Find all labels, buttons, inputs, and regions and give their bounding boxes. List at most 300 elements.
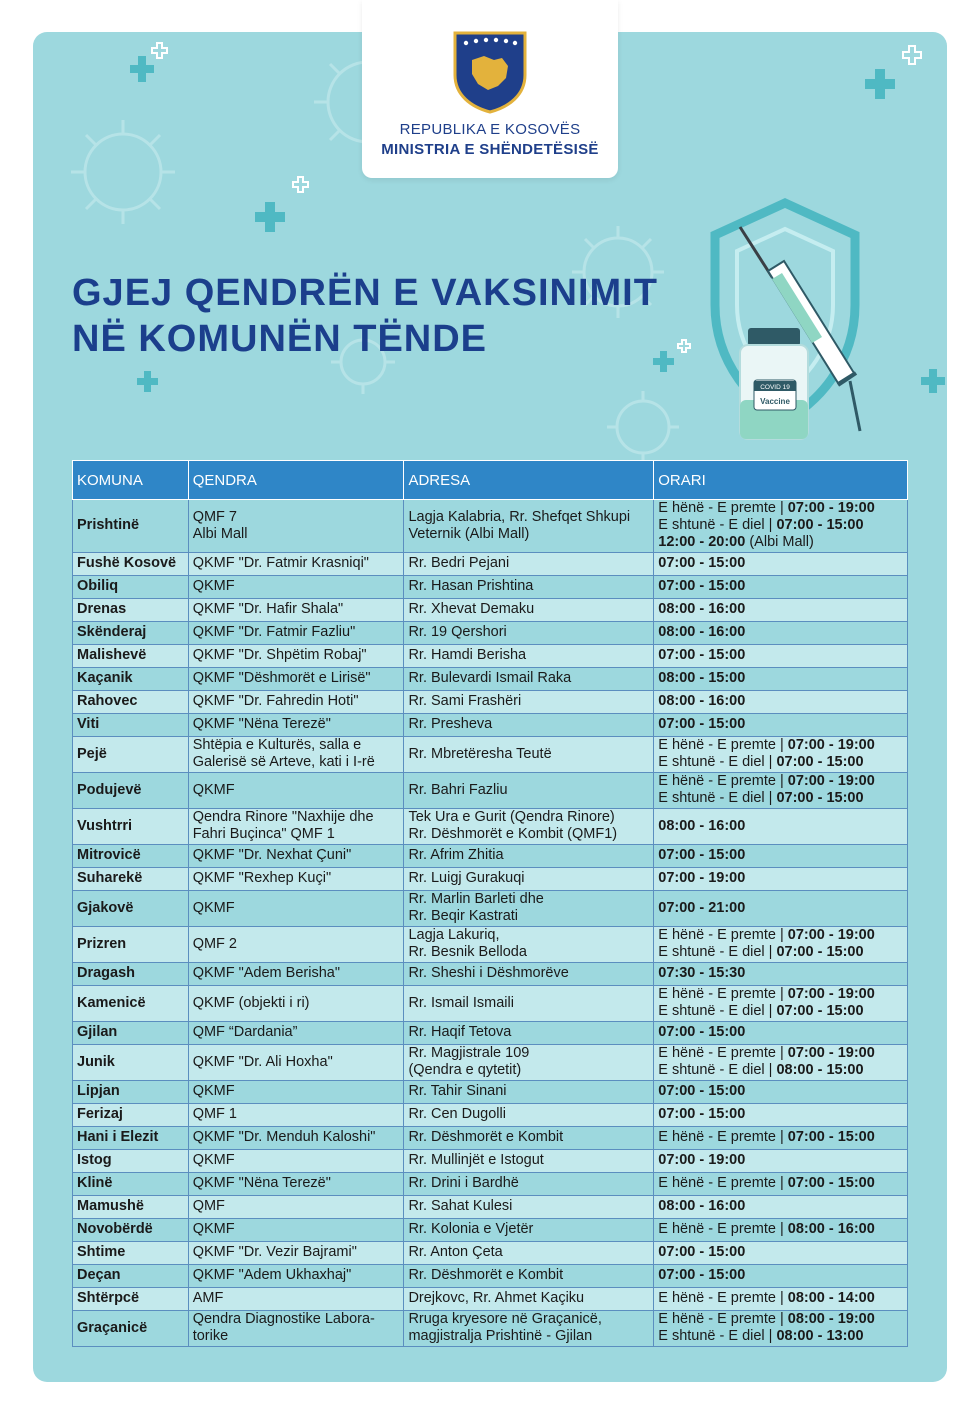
orari-line	[658, 900, 903, 917]
table-row	[73, 1080, 908, 1103]
orari-days: E shtunë - E diel |	[658, 754, 777, 771]
qendra-line: Qendra Diagnostike Labora-	[192, 1310, 375, 1327]
adresa-line: Rr. Magjistrale 109	[408, 1044, 530, 1061]
orari-hours: 12:00 - 20:00	[658, 534, 746, 551]
orari-line	[658, 1198, 903, 1215]
cell-qendra	[188, 926, 404, 962]
orari-line	[658, 847, 903, 864]
orari-days: E hënë - E premte |	[658, 500, 788, 516]
adresa-line: Lagja Lakuriq,	[408, 926, 500, 943]
cell-adresa	[404, 772, 654, 808]
cell-adresa	[404, 1172, 654, 1195]
cell-orari	[654, 1264, 908, 1287]
cell-orari	[654, 926, 908, 962]
vial-label-line1: COVID 19	[760, 384, 790, 391]
qendra-line: QKMF "Nëna Terezë"	[192, 1175, 331, 1191]
orari-line	[658, 1221, 903, 1238]
orari-hours: 08:00 - 16:00	[658, 693, 746, 709]
table-row	[73, 598, 908, 621]
cell-komuna: Shtime	[73, 1241, 189, 1264]
orari-line	[658, 500, 903, 517]
table-row	[73, 844, 908, 867]
orari-line	[658, 870, 903, 887]
cell-orari	[654, 1218, 908, 1241]
cell-komuna: Gjilan	[73, 1021, 189, 1044]
qendra-line: QKMF "Adem Ukhaxhaj"	[192, 1267, 352, 1283]
cell-adresa	[404, 667, 654, 690]
cell-qendra	[188, 1218, 404, 1241]
cell-qendra	[188, 690, 404, 713]
adresa-line: Rr. Anton Çeta	[408, 1244, 503, 1260]
cell-komuna: Skënderaj	[73, 621, 189, 644]
orari-hours: 07:00 - 15:00	[787, 1175, 875, 1191]
cell-adresa	[404, 1103, 654, 1126]
orari-days: E hënë - E premte |	[658, 926, 788, 943]
orari-hours: 07:00 - 15:00	[658, 647, 746, 663]
cell-adresa	[404, 890, 654, 926]
adresa-line: Rr. Luigj Gurakuqi	[408, 870, 525, 886]
qendra-line: QMF “Dardania”	[192, 1024, 298, 1040]
orari-line	[658, 818, 903, 835]
cell-qendra	[188, 1126, 404, 1149]
qendra-line: Qendra Rinore "Naxhije dhe	[192, 808, 374, 825]
qendra-line: QMF 7	[192, 508, 237, 525]
adresa-line: Rr. Marlin Barleti dhe	[408, 890, 544, 907]
cell-adresa	[404, 500, 654, 553]
orari-days: E hënë - E premte |	[658, 1175, 788, 1191]
orari-days: E hënë - E premte |	[658, 1129, 788, 1145]
cell-adresa	[404, 1080, 654, 1103]
orari-hours: 07:00 - 15:00	[776, 790, 864, 807]
header-orari: ORARI	[654, 461, 908, 500]
table-row	[73, 1103, 908, 1126]
cell-adresa	[404, 867, 654, 890]
cell-qendra	[188, 575, 404, 598]
ministry-logo-card	[362, 0, 618, 178]
qendra-line: QKMF "Dr. Nexhat Çuni"	[192, 847, 352, 863]
orari-line	[658, 1328, 903, 1345]
cell-komuna: Suharekë	[73, 867, 189, 890]
orari-line	[658, 534, 903, 551]
cell-adresa	[404, 926, 654, 962]
cell-orari	[654, 962, 908, 985]
adresa-line: (Qendra e qytetit)	[408, 1062, 522, 1079]
orari-line	[658, 773, 903, 790]
cell-orari	[654, 690, 908, 713]
cell-komuna: Vushtrri	[73, 808, 189, 844]
qendra-line: QMF	[192, 1198, 225, 1214]
orari-hours: 07:00 - 15:00	[658, 716, 746, 732]
orari-hours: 08:00 - 15:00	[658, 670, 746, 686]
orari-line	[658, 754, 903, 771]
cell-komuna: Obiliq	[73, 575, 189, 598]
orari-hours: 08:00 - 16:00	[658, 601, 746, 617]
orari-hours: 07:00 - 15:00	[787, 1129, 875, 1145]
orari-hours: 07:00 - 19:00	[787, 772, 875, 789]
cell-qendra	[188, 1021, 404, 1044]
orari-days: E shtunë - E diel |	[658, 944, 777, 961]
cell-komuna: Podujevë	[73, 772, 189, 808]
orari-line	[658, 737, 903, 754]
table-row	[73, 690, 908, 713]
orari-line	[658, 1106, 903, 1123]
qendra-line: QKMF "Dr. Hafir Shala"	[192, 601, 344, 617]
adresa-line: Rr. Sami Frashëri	[408, 693, 522, 709]
qendra-line: Shtëpia e Kulturës, salla e	[192, 736, 362, 753]
cell-adresa	[404, 1241, 654, 1264]
cell-orari	[654, 575, 908, 598]
orari-days: E shtunë - E diel |	[658, 517, 777, 534]
adresa-line: Rr. Beqir Kastrati	[408, 908, 519, 925]
cell-qendra	[188, 1080, 404, 1103]
adresa-line: Rr. Haqif Tetova	[408, 1024, 512, 1040]
cell-komuna: Viti	[73, 713, 189, 736]
orari-hours: 07:00 - 15:00	[658, 555, 746, 571]
qendra-line: QKMF "Dr. Fatmir Fazliu"	[192, 624, 356, 640]
cell-adresa	[404, 575, 654, 598]
table-row	[73, 1021, 908, 1044]
qendra-line: QKMF "Dëshmorët e Lirisë"	[192, 670, 371, 686]
table-row	[73, 808, 908, 844]
cell-qendra	[188, 1241, 404, 1264]
cell-orari	[654, 1044, 908, 1080]
republic-name: REPUBLIKA E KOSOVËS	[399, 121, 581, 138]
orari-days: E hënë - E premte |	[658, 985, 788, 1002]
cell-qendra	[188, 667, 404, 690]
cell-adresa	[404, 1310, 654, 1346]
cell-orari	[654, 598, 908, 621]
cell-qendra	[188, 808, 404, 844]
adresa-line: Rr. Cen Dugolli	[408, 1106, 506, 1122]
orari-days: E shtunë - E diel |	[658, 1328, 777, 1345]
cell-qendra	[188, 962, 404, 985]
cell-komuna: Gjakovë	[73, 890, 189, 926]
cell-komuna: Mitrovicë	[73, 844, 189, 867]
orari-line	[658, 1062, 903, 1079]
orari-hours: 07:30 - 15:30	[658, 965, 746, 981]
cell-adresa	[404, 644, 654, 667]
orari-days: E hënë - E premte |	[658, 1221, 788, 1237]
orari-line	[658, 1129, 903, 1146]
orari-hours: 08:00 - 16:00	[658, 1198, 746, 1214]
vaccine-shield-illustration	[700, 195, 870, 445]
cell-qendra	[188, 644, 404, 667]
orari-line	[658, 965, 903, 982]
header-qendra: QENDRA	[188, 461, 404, 500]
adresa-line: Rr. Drini i Bardhë	[408, 1175, 519, 1191]
orari-hours: 07:00 - 15:00	[658, 1024, 746, 1040]
cell-qendra	[188, 1264, 404, 1287]
kosovo-coat-of-arms-icon	[452, 30, 528, 114]
orari-line	[658, 1311, 903, 1328]
table-row	[73, 500, 908, 553]
cell-adresa	[404, 985, 654, 1021]
cell-orari	[654, 844, 908, 867]
cell-komuna: Deçan	[73, 1264, 189, 1287]
cell-qendra	[188, 713, 404, 736]
cell-orari	[654, 985, 908, 1021]
cell-komuna: Novobërdë	[73, 1218, 189, 1241]
orari-line	[658, 693, 903, 710]
cell-qendra	[188, 844, 404, 867]
adresa-line: Rr. Sheshi i Dëshmorëve	[408, 965, 569, 981]
orari-days: E hënë - E premte |	[658, 736, 788, 753]
cell-adresa	[404, 962, 654, 985]
orari-days: E hënë - E premte |	[658, 1290, 788, 1306]
cell-orari	[654, 867, 908, 890]
orari-line	[658, 1024, 903, 1041]
orari-line	[658, 986, 903, 1003]
cell-orari	[654, 621, 908, 644]
cell-komuna: Junik	[73, 1044, 189, 1080]
cell-orari	[654, 1287, 908, 1310]
cell-qendra	[188, 1149, 404, 1172]
orari-line	[658, 1152, 903, 1169]
qendra-line: QKMF "Dr. Vezir Bajrami"	[192, 1244, 357, 1260]
orari-line	[658, 1083, 903, 1100]
adresa-line: Rr. 19 Qershori	[408, 624, 507, 640]
orari-hours: 07:00 - 19:00	[787, 926, 875, 943]
table-row	[73, 1172, 908, 1195]
qendra-line: QKMF "Nëna Terezë"	[192, 716, 331, 732]
cell-adresa	[404, 1149, 654, 1172]
table-row	[73, 1044, 908, 1080]
orari-hours: 07:00 - 19:00	[787, 1044, 875, 1061]
cell-orari	[654, 1103, 908, 1126]
adresa-line: Veternik (Albi Mall)	[408, 525, 530, 542]
table-row	[73, 985, 908, 1021]
cell-adresa	[404, 552, 654, 575]
orari-days: E shtunë - E diel |	[658, 1003, 777, 1020]
header-komuna: KOMUNA	[73, 461, 189, 500]
adresa-line: Tek Ura e Gurit (Qendra Rinore)	[408, 808, 615, 825]
cell-komuna: Istog	[73, 1149, 189, 1172]
adresa-line: Rr. Bahri Fazliu	[408, 781, 508, 798]
table-row	[73, 1287, 908, 1310]
orari-line	[658, 647, 903, 664]
cell-qendra	[188, 890, 404, 926]
cell-orari	[654, 1241, 908, 1264]
cell-orari	[654, 1195, 908, 1218]
table-row	[73, 926, 908, 962]
orari-hours: 07:00 - 15:00	[776, 517, 864, 534]
table-header-row	[73, 461, 908, 500]
orari-hours: 08:00 - 19:00	[787, 1310, 875, 1327]
cell-komuna: Klinë	[73, 1172, 189, 1195]
qendra-line: QKMF "Adem Berisha"	[192, 965, 340, 981]
cell-orari	[654, 1126, 908, 1149]
orari-hours: 08:00 - 16:00	[658, 817, 746, 834]
table-row	[73, 644, 908, 667]
orari-hours: 07:00 - 15:00	[658, 578, 746, 594]
table-row	[73, 713, 908, 736]
adresa-line: Lagja Kalabria, Rr. Shefqet Shkupi	[408, 508, 631, 525]
cell-komuna: Kaçanik	[73, 667, 189, 690]
cell-qendra	[188, 1310, 404, 1346]
cell-adresa	[404, 1264, 654, 1287]
orari-hours: 08:00 - 16:00	[787, 1221, 875, 1237]
header-adresa: ADRESA	[404, 461, 654, 500]
cell-komuna: Pejë	[73, 736, 189, 772]
qendra-line: QKMF "Dr. Menduh Kaloshi"	[192, 1129, 376, 1145]
orari-line	[658, 927, 903, 944]
cell-komuna: Lipjan	[73, 1080, 189, 1103]
cell-qendra	[188, 552, 404, 575]
table-row	[73, 867, 908, 890]
adresa-line: Rr. Bedri Pejani	[408, 555, 510, 571]
table-row	[73, 552, 908, 575]
cell-adresa	[404, 690, 654, 713]
cell-orari	[654, 552, 908, 575]
qendra-line: QKMF	[192, 1152, 235, 1168]
cell-qendra	[188, 772, 404, 808]
adresa-line: Rr. Bulevardi Ismail Raka	[408, 670, 572, 686]
orari-days: E hënë - E premte |	[658, 1044, 788, 1061]
cell-komuna: Malishevë	[73, 644, 189, 667]
orari-line	[658, 1267, 903, 1284]
adresa-line: Rr. Mullinjët e Istogut	[408, 1152, 544, 1168]
adresa-line: Rr. Dëshmorët e Kombit (QMF1)	[408, 826, 618, 843]
orari-hours: 07:00 - 15:00	[658, 1267, 746, 1283]
adresa-line: Rr. Besnik Belloda	[408, 944, 527, 961]
qendra-line: torike	[192, 1328, 229, 1345]
orari-hours: 08:00 - 13:00	[776, 1328, 864, 1345]
cell-komuna: Rahovec	[73, 690, 189, 713]
cell-orari	[654, 890, 908, 926]
cell-adresa	[404, 598, 654, 621]
orari-hours: 07:00 - 15:00	[776, 944, 864, 961]
adresa-line: Rr. Afrim Zhitia	[408, 847, 504, 863]
orari-line	[658, 624, 903, 641]
orari-hours: 07:00 - 19:00	[787, 985, 875, 1002]
orari-hours: 07:00 - 21:00	[658, 899, 746, 916]
cell-qendra	[188, 1287, 404, 1310]
table-row	[73, 1126, 908, 1149]
cell-komuna: Hani i Elezit	[73, 1126, 189, 1149]
cell-qendra	[188, 1044, 404, 1080]
cell-orari	[654, 1172, 908, 1195]
page-title	[72, 270, 658, 362]
table-body	[73, 500, 908, 1347]
cell-qendra	[188, 621, 404, 644]
orari-hours: 07:00 - 15:00	[776, 1003, 864, 1020]
cell-komuna: Dragash	[73, 962, 189, 985]
cell-adresa	[404, 1287, 654, 1310]
orari-hours: 07:00 - 19:00	[658, 870, 746, 886]
qendra-line: Galerisë së Arteve, kati i I-rë	[192, 754, 375, 771]
cell-orari	[654, 667, 908, 690]
orari-line	[658, 1290, 903, 1307]
cell-adresa	[404, 808, 654, 844]
cell-komuna: Drenas	[73, 598, 189, 621]
orari-line	[658, 790, 903, 807]
orari-hours: 07:00 - 19:00	[787, 500, 875, 516]
table-row	[73, 1149, 908, 1172]
cell-orari	[654, 772, 908, 808]
orari-hours: 08:00 - 14:00	[787, 1290, 875, 1306]
table-row	[73, 1241, 908, 1264]
qendra-line: Fahri Buçinca" QMF 1	[192, 826, 335, 843]
cell-orari	[654, 500, 908, 553]
cell-komuna: Graçanicë	[73, 1310, 189, 1346]
adresa-line: Rr. Dëshmorët e Kombit	[408, 1267, 564, 1283]
cell-adresa	[404, 1021, 654, 1044]
orari-hours: 07:00 - 15:00	[658, 847, 746, 863]
ministry-name: MINISTRIA E SHËNDETËSISË	[381, 141, 599, 158]
cell-adresa	[404, 713, 654, 736]
adresa-line: Rr. Hamdi Berisha	[408, 647, 527, 663]
cell-komuna: Prizren	[73, 926, 189, 962]
adresa-line: Rr. Mbretëresha Teutë	[408, 745, 552, 762]
adresa-line: Rr. Xhevat Demaku	[408, 601, 535, 617]
qendra-line: QKMF	[192, 899, 235, 916]
cell-orari	[654, 808, 908, 844]
cell-komuna: Kamenicë	[73, 985, 189, 1021]
orari-hours: 07:00 - 19:00	[658, 1152, 746, 1168]
table-row	[73, 667, 908, 690]
orari-line	[658, 1244, 903, 1261]
cell-orari	[654, 1149, 908, 1172]
table-row	[73, 621, 908, 644]
cell-adresa	[404, 1218, 654, 1241]
adresa-line: Rr. Tahir Sinani	[408, 1083, 507, 1099]
cell-komuna: Mamushë	[73, 1195, 189, 1218]
orari-line	[658, 944, 903, 961]
orari-days: E hënë - E premte |	[658, 772, 788, 789]
orari-line	[658, 555, 903, 572]
qendra-line: QKMF	[192, 1083, 235, 1099]
cell-adresa	[404, 621, 654, 644]
orari-line	[658, 1175, 903, 1192]
adresa-line: magjistralja Prishtinë - Gjilan	[408, 1328, 593, 1345]
table-row	[73, 1195, 908, 1218]
cell-qendra	[188, 985, 404, 1021]
table-row	[73, 1310, 908, 1346]
cell-komuna: Shtërpcë	[73, 1287, 189, 1310]
title-line-1: GJEJ QENDRËN E VAKSINIMIT	[72, 272, 658, 314]
cell-orari	[654, 1080, 908, 1103]
qendra-line: Albi Mall	[192, 525, 248, 542]
adresa-line: Rr. Kolonia e Vjetër	[408, 1221, 534, 1237]
qendra-line: QKMF	[192, 578, 235, 594]
table-row	[73, 575, 908, 598]
orari-line	[658, 578, 903, 595]
table-row	[73, 1264, 908, 1287]
qendra-line: QMF 2	[192, 935, 237, 952]
adresa-line: Rr. Presheva	[408, 716, 493, 732]
vaccine-vial-icon	[740, 328, 808, 439]
cell-komuna: Ferizaj	[73, 1103, 189, 1126]
vial-label-line2: Vaccine	[760, 397, 790, 406]
qendra-line: QKMF	[192, 781, 235, 798]
orari-line	[658, 670, 903, 687]
orari-line	[658, 517, 903, 534]
cell-qendra	[188, 1172, 404, 1195]
cell-komuna: Fushë Kosovë	[73, 552, 189, 575]
orari-hours: 07:00 - 15:00	[658, 1244, 746, 1260]
orari-hours: 08:00 - 16:00	[658, 624, 746, 640]
orari-hours: 07:00 - 15:00	[776, 754, 864, 771]
cell-adresa	[404, 736, 654, 772]
table-row	[73, 1218, 908, 1241]
adresa-line: Rr. Dëshmorët e Kombit	[408, 1129, 564, 1145]
qendra-line: QKMF "Dr. Ali Hoxha"	[192, 1053, 333, 1070]
cell-orari	[654, 713, 908, 736]
qendra-line: QKMF "Dr. Shpëtim Robaj"	[192, 647, 367, 663]
table-row	[73, 890, 908, 926]
orari-line	[658, 716, 903, 733]
adresa-line: Rr. Sahat Kulesi	[408, 1198, 513, 1214]
